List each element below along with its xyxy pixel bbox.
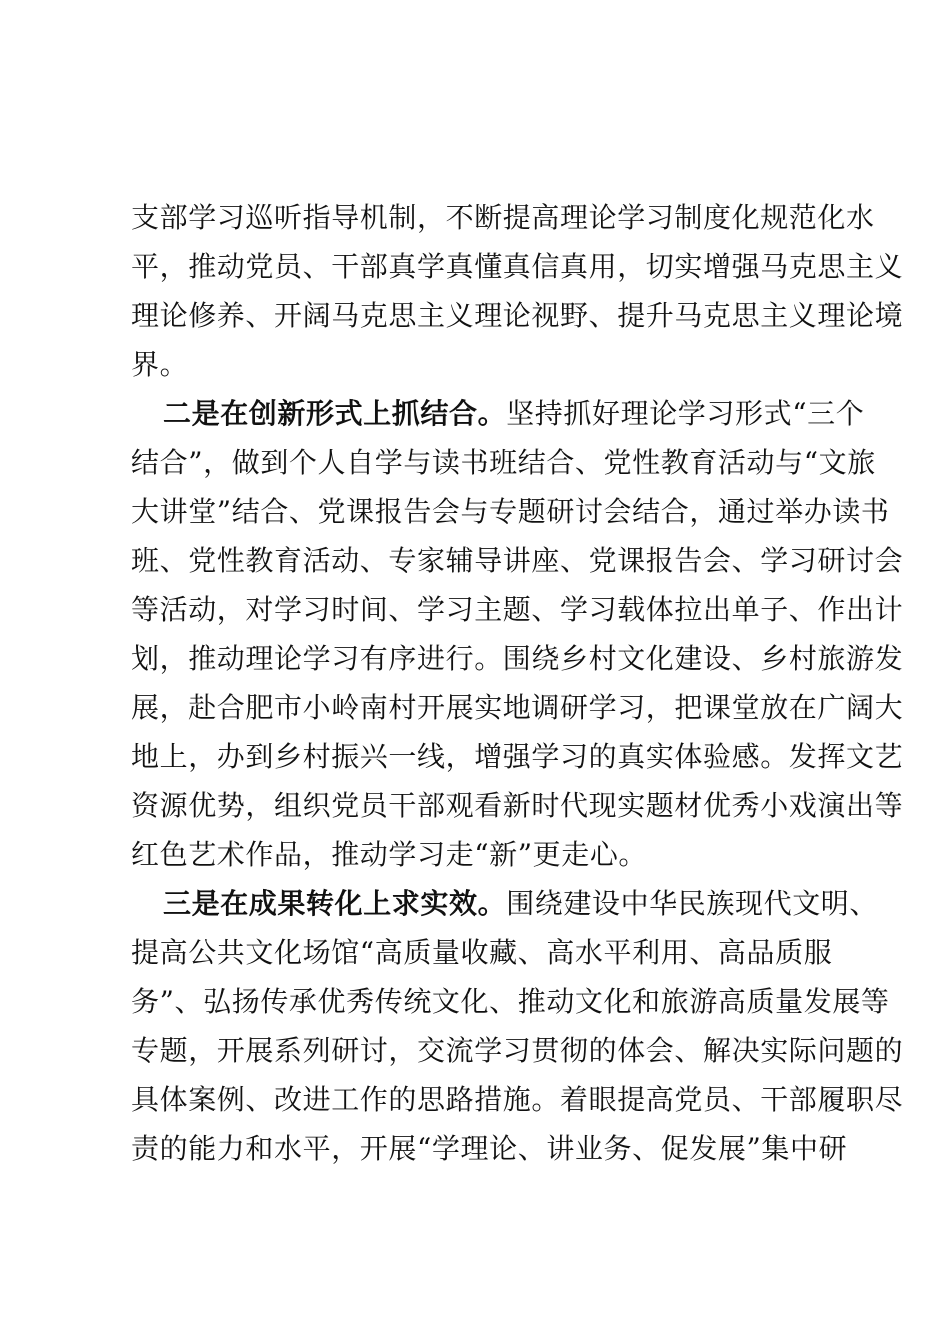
text-line: 务”、弘扬传承优秀传统文化、推动文化和旅游高质量发展等 bbox=[131, 985, 890, 1018]
text-line: 划，推动理论学习有序进行。围绕乡村文化建设、乡村旅游发 bbox=[131, 642, 904, 675]
text-line: 地上，办到乡村振兴一线，增强学习的真实体验感。发挥文艺 bbox=[131, 740, 904, 773]
paragraph-two-first-line: 二是在创新形式上抓结合。坚持抓好理论学习形式“三个 bbox=[163, 397, 865, 430]
paragraph-three-first-line: 三是在成果转化上求实效。围绕建设中华民族现代文明、 bbox=[163, 887, 879, 920]
text-line: 资源优势，组织党员干部观看新时代现实题材优秀小戏演出等 bbox=[131, 789, 904, 822]
paragraph-three-heading: 三是在成果转化上求实效。 bbox=[163, 887, 507, 920]
text-line: 等活动，对学习时间、学习主题、学习载体拉出单子、作出计 bbox=[131, 593, 904, 626]
text-line: 界。 bbox=[131, 348, 189, 381]
text-line: 支部学习巡听指导机制，不断提高理论学习制度化规范化水 bbox=[131, 201, 875, 234]
document-body bbox=[131, 193, 904, 1173]
text-line: 理论修养、开阔马克思主义理论视野、提升马克思主义理论境 bbox=[131, 299, 904, 332]
text-line: 大讲堂”结合、党课报告会与专题研讨会结合，通过举办读书 bbox=[131, 495, 890, 528]
text-line: 展，赴合肥市小岭南村开展实地调研学习，把课堂放在广阔大 bbox=[131, 691, 904, 724]
text-line: 专题，开展系列研讨，交流学习贯彻的体会、解决实际问题的 bbox=[131, 1034, 904, 1067]
paragraph-two-heading: 二是在创新形式上抓结合。 bbox=[163, 397, 507, 430]
text-line: 班、党性教育活动、专家辅导讲座、党课报告会、学习研讨会 bbox=[131, 544, 904, 577]
text-line: 具体案例、改进工作的思路措施。着眼提高党员、干部履职尽 bbox=[131, 1083, 904, 1116]
text-line: 平，推动党员、干部真学真懂真信真用，切实增强马克思主义 bbox=[131, 250, 904, 283]
text-line: 提高公共文化场馆“高质量收藏、高水平利用、高品质服 bbox=[131, 936, 833, 969]
text-line: 结合”，做到个人自学与读书班结合、党性教育活动与“文旅 bbox=[131, 446, 876, 479]
text-line: 责的能力和水平，开展“学理论、讲业务、促发展”集中研 bbox=[131, 1132, 848, 1165]
text-line: 红色艺术作品，推动学习走“新”更走心。 bbox=[131, 838, 648, 871]
